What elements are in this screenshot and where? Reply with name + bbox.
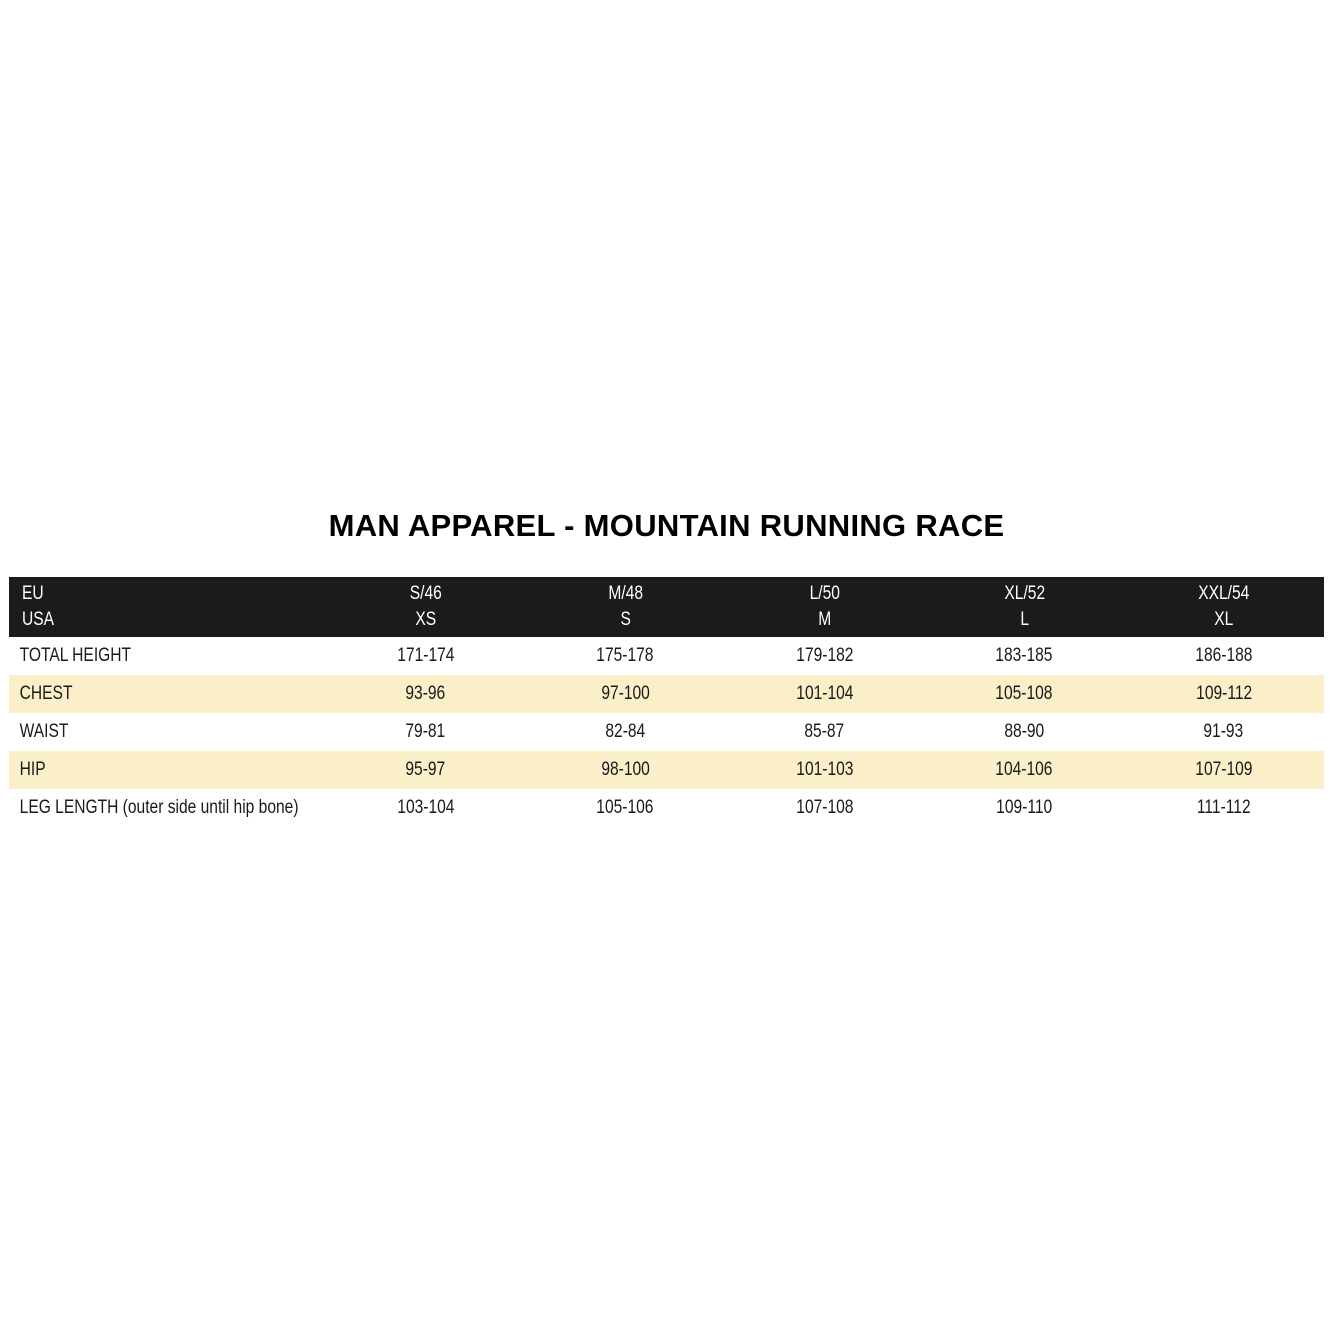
table-cell: 111-112 — [1196, 797, 1251, 818]
table-cell: 95-97 — [405, 759, 446, 780]
table-cell: 107-109 — [1195, 759, 1253, 780]
table-row-total-height — [9, 637, 1324, 675]
page-title: MAN APPAREL - MOUNTAIN RUNNING RACE — [328, 508, 1005, 543]
header-size-usa: M — [818, 609, 832, 630]
table-cell: 97-100 — [600, 683, 650, 704]
table-cell: 104-106 — [995, 759, 1053, 780]
table-cell: 179-182 — [796, 645, 854, 666]
table-cell: 105-108 — [995, 683, 1053, 704]
table-row-hip — [9, 751, 1324, 789]
table-cell: 98-100 — [600, 759, 650, 780]
table-cell: 79-81 — [405, 721, 446, 742]
row-label: WAIST — [19, 721, 69, 742]
header-size-eu: M/48 — [607, 583, 643, 604]
table-row-waist — [9, 713, 1324, 751]
row-label: TOTAL HEIGHT — [19, 645, 132, 666]
table-cell: 175-178 — [596, 645, 654, 666]
header-size-cell — [1124, 581, 1324, 633]
header-eu-label: EU — [22, 583, 44, 604]
header-size-cell — [725, 581, 925, 633]
header-size-usa: S — [620, 609, 631, 630]
table-cell: 93-96 — [405, 683, 446, 704]
table-cell: 183-185 — [995, 645, 1053, 666]
table-cell: 82-84 — [605, 721, 646, 742]
table-cell: 101-104 — [796, 683, 854, 704]
row-label: HIP — [19, 759, 46, 780]
size-chart-table — [9, 577, 1324, 827]
table-cell: 101-103 — [796, 759, 854, 780]
header-size-eu: L/50 — [809, 583, 840, 604]
table-cell: 171-174 — [397, 645, 455, 666]
table-cell: 103-104 — [397, 797, 455, 818]
header-size-eu: XL/52 — [1003, 583, 1045, 604]
table-row-chest — [9, 675, 1324, 713]
header-size-eu: XXL/54 — [1198, 583, 1250, 604]
table-cell: 105-106 — [596, 797, 654, 818]
header-size-usa: XL — [1214, 609, 1234, 630]
table-row-leg-length — [9, 789, 1324, 827]
header-usa-label: USA — [22, 609, 55, 630]
header-size-usa: XS — [415, 609, 437, 630]
header-size-cell — [326, 581, 526, 633]
table-cell: 85-87 — [804, 721, 845, 742]
table-cell: 91-93 — [1203, 721, 1244, 742]
table-cell: 88-90 — [1004, 721, 1045, 742]
header-label-cell — [9, 581, 326, 633]
table-cell: 107-108 — [796, 797, 854, 818]
table-cell: 109-110 — [996, 797, 1053, 818]
header-size-usa: L — [1019, 609, 1029, 630]
header-size-eu: S/46 — [409, 583, 442, 604]
row-label: LEG LENGTH (outer side until hip bone) — [19, 797, 299, 818]
row-label: CHEST — [19, 683, 73, 704]
table-cell: 109-112 — [1195, 683, 1252, 704]
header-size-cell — [925, 581, 1125, 633]
header-size-cell — [526, 581, 726, 633]
table-cell: 186-188 — [1195, 645, 1253, 666]
table-header — [9, 577, 1324, 637]
